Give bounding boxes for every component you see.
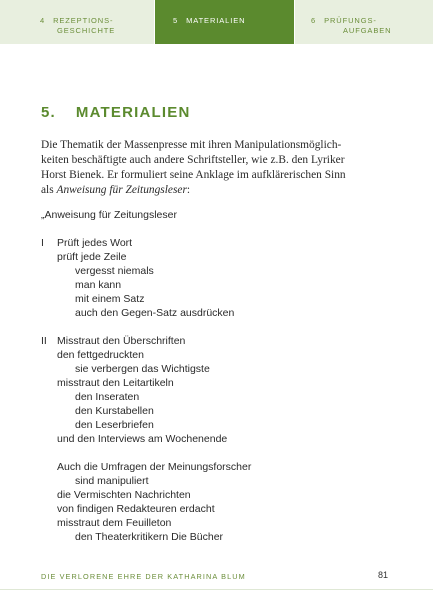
tab-label-line1: REZEPTIONS- [53, 16, 114, 25]
poem-line: vergesst niemals [75, 265, 154, 277]
tab-rezeptionsgeschichte[interactable] [0, 0, 155, 44]
poem-line: auch den Gegen-Satz ausdrücken [75, 307, 235, 319]
poem-line: den fettgedruckten [57, 349, 144, 361]
page-title [41, 104, 191, 121]
poem-line: man kann [75, 279, 122, 291]
poem-line: mit einem Satz [75, 293, 145, 305]
poem-line: misstraut dem Feuilleton [57, 517, 172, 529]
intro-last-prefix: als [41, 184, 57, 196]
poem-line: sind manipuliert [75, 475, 149, 487]
tab-label-line2: GESCHICHTE [57, 26, 116, 35]
intro-last-suffix: : [186, 184, 191, 196]
poem-line: misstraut den Leitartikeln [57, 377, 174, 389]
tab-number: 4 [40, 16, 46, 25]
poem-line: den Leserbriefen [75, 419, 154, 431]
section-title: MATERIALIEN [75, 104, 191, 121]
poem-line: sie verbergen das Wichtigste [75, 363, 210, 375]
poem-line: den Theaterkritikern Die Bücher [75, 531, 224, 543]
poem-line: Misstraut den Überschriften [57, 335, 186, 347]
tab-number: 6 [311, 16, 317, 25]
tab-label-line1: PRÜFUNGS- [324, 16, 377, 25]
chapter-tabs [0, 0, 433, 44]
tab-pruefungsaufgaben[interactable] [295, 0, 433, 44]
tab-number: 5 [173, 16, 179, 25]
tab-label-line1: MATERIALIEN [186, 16, 246, 25]
stanza-marker: II [41, 335, 47, 347]
stanza-marker: I [41, 237, 44, 249]
section-number: 5. [41, 104, 56, 121]
poem-line: den Inseraten [75, 391, 140, 403]
poem-line: den Kurstabellen [75, 405, 154, 417]
poem-line: und den Interviews am Wochenende [57, 433, 228, 445]
intro-line: Die Thematik der Massenpresse mit ihren Manipulationsmöglich- [41, 139, 342, 151]
poem-line: Auch die Umfragen der Meinungsforscher [57, 461, 252, 473]
poem-title: „Anweisung für Zeitungsleser [41, 209, 177, 221]
intro-line: keiten beschäftigte auch andere Schriftsteller, wie z.B. den Lyriker [41, 154, 345, 166]
intro-line [41, 183, 401, 198]
page-number: 81 [378, 570, 389, 580]
tab-materialien[interactable] [155, 0, 295, 44]
tab-label-line2: AUFGABEN [343, 26, 392, 35]
running-footer-title: DIE VERLORENE EHRE DER KATHARINA BLUM [41, 572, 246, 581]
intro-line: Horst Bienek. Er formuliert seine Anklage im aufklärerischen Sinn [41, 169, 346, 181]
poem-line: von findigen Redakteuren erdacht [57, 503, 215, 515]
poem-title-reference: Anweisung für Zeitungsleser [56, 184, 187, 196]
footer-divider [0, 589, 433, 590]
poem-line: Prüft jedes Wort [57, 237, 133, 249]
intro-paragraph [41, 138, 401, 198]
poem-line: die Vermischten Nachrichten [57, 489, 191, 501]
poem-line: prüft jede Zeile [57, 251, 127, 263]
